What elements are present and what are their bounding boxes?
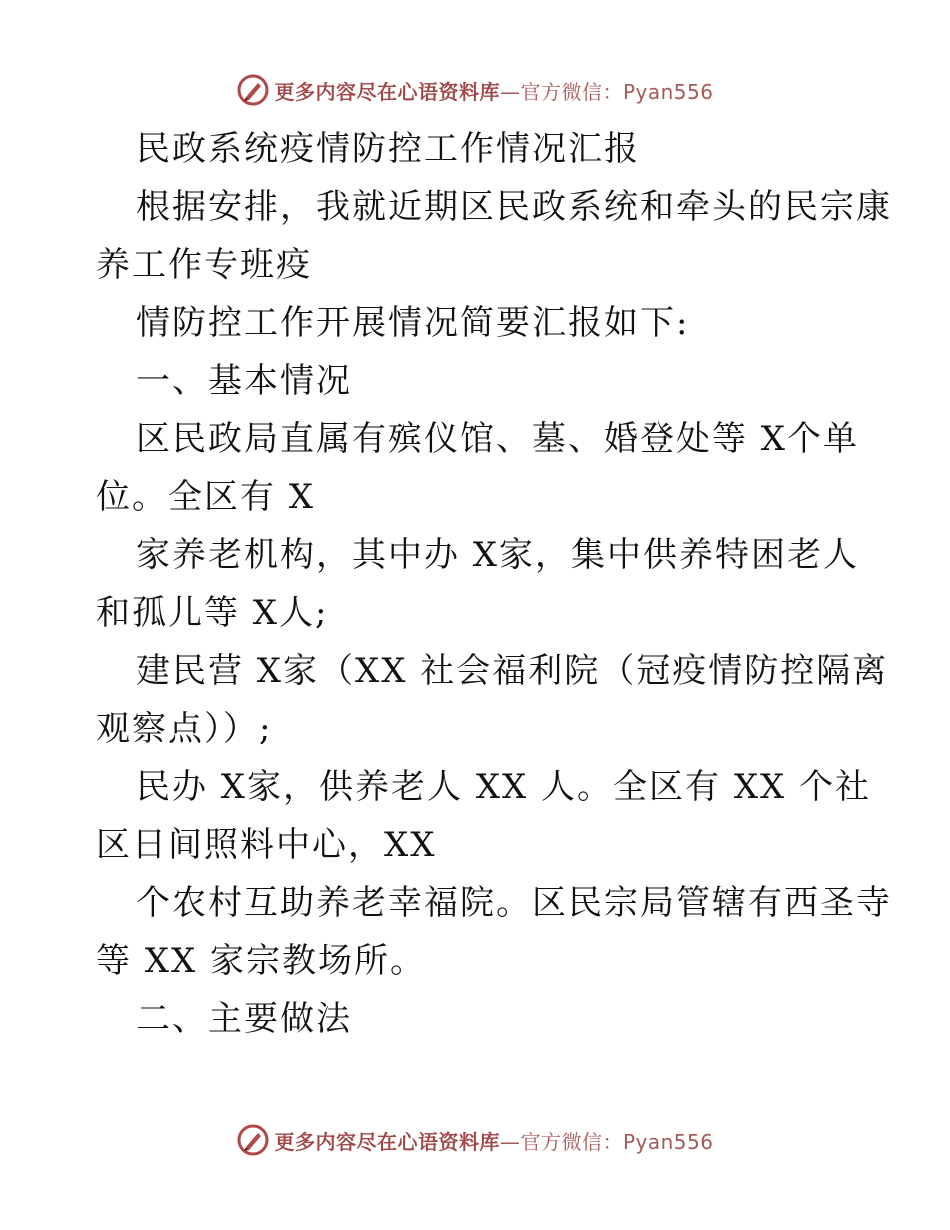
doc-line: 区日间照料中心，XX (96, 825, 437, 865)
doc-line: 个农村互助养老幸福院。区民宗局管辖有西圣寺 (136, 883, 892, 923)
footer-banner (0, 1120, 950, 1160)
doc-line: 等 XX 家宗教场所。 (96, 941, 427, 981)
banner-lead: 更多内容尽在心语资料库 (274, 79, 500, 104)
doc-title: 民政系统疫情防控工作情况汇报 (136, 129, 640, 169)
section-heading: 二、主要做法 (136, 999, 352, 1039)
doc-line: 养工作专班疫 (96, 245, 312, 285)
banner-tail: —官方微信：Pyan556 (499, 1129, 714, 1154)
doc-line: 家养老机构，其中办 X家，集中供养特困老人 (136, 535, 860, 575)
doc-line: 位。全区有 X (96, 477, 316, 517)
doc-line: 民办 X家，供养老人 XX 人。全区有 XX 个社 (136, 767, 872, 807)
doc-line: 观察点））; (96, 709, 273, 749)
section-heading: 一、基本情况 (136, 361, 352, 401)
doc-line: 建民营 X家（XX 社会福利院（冠疫情防控隔离 (136, 651, 889, 691)
pen-logo-icon (236, 1123, 270, 1157)
header-banner (0, 70, 950, 110)
document-body (96, 120, 892, 1048)
doc-line: 情防控工作开展情况简要汇报如下: (136, 303, 690, 343)
doc-line: 区民政局直属有殡仪馆、墓、婚登处等 X个单 (136, 419, 860, 459)
banner-lead: 更多内容尽在心语资料库 (274, 1129, 500, 1154)
doc-line: 和孤儿等 X人; (96, 593, 329, 633)
pen-logo-icon (236, 73, 270, 107)
doc-line: 根据安排，我就近期区民政系统和牵头的民宗康 (136, 187, 892, 227)
banner-tail: —官方微信：Pyan556 (499, 79, 714, 104)
